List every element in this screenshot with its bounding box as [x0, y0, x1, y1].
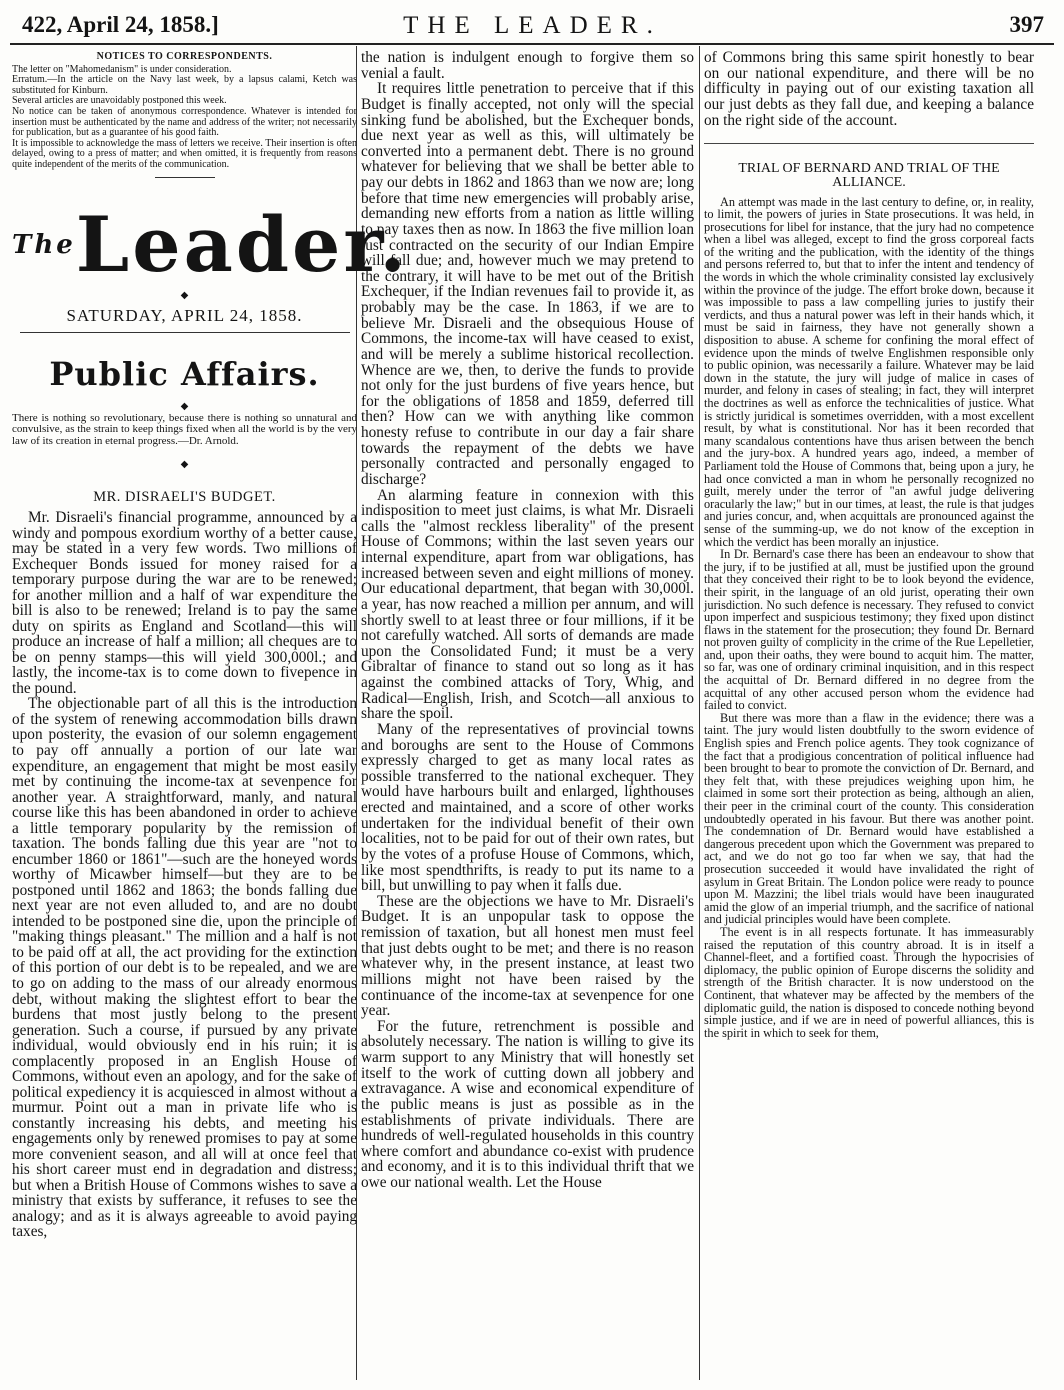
paragraph: In Dr. Bernard's case there has been an endeavour to show that the jury, if to be justified at all, must be justified upon the ground that they conceived their right to be to look beyond the evidence, their spirit, in the language of an old jurist, operating their own jurisdiction. No such defence is necessary. They refused to convict upon imperfect and suspicious testimony; they fixed upon distinct flaws in the statement for the prosecution; they found Dr. Bernard not proven guilty of complicity in the crime of the Rue Lepelletier, and, upon their oaths, they were bound to acquit him. The matter, so far, was one of ordinary criminal inquisition, and in this respect the acquittal of Dr. Bernard differed in no degree from the acquittal of any other accused person whom the evidence had failed to convict. [704, 547, 1034, 713]
notice-item: No notice can be taken of anonymous correspondence. Whatever is intended for insertion must be authenticated by the name and address of the writer; not necessarily for publication, but as a guarantee of his good faith. [12, 105, 357, 139]
header-title: THE LEADER. [403, 12, 662, 39]
section-motto: There is nothing so revolutionary, because there is nothing so unnatural and convulsive, as the strain to keep things fixed when all the world is by the very law of its creation in eternal progress.—Dr. Arnold. [12, 411, 357, 447]
masthead-the: The [12, 229, 76, 260]
divider [20, 332, 350, 333]
notice-item: The letter on "Mahomedanism" is under consideration. [12, 63, 232, 75]
paragraph: It requires little penetration to perceive that if this Budget is finally accepted, not only will the special sinking fund be abolished, but the Exchequer bonds, due next year as well as this, will ultimately be converted into a permanent debt. There is no ground whatever for believing that we shall be better able to pay our debts in 1862 and 1863 than we now are; long before that time new emergencies will probably arise, demanding new efforts from a nation as little willing to pay taxes then as now. In 1863 the five million loan just contracted on the security of our Indian Empire will fall due; and, however much we may pretend to the contrary, it will have to be met out of the British Exchequer, if the Indian revenues fail to provide it, as probably may be the case. In 1863, if we are to believe Mr. Disraeli and the obsequious House of Commons, the income-tax will have ceased to exist, and will be merely a sublime historical recollection. Whence are we, then, to derive the funds to provide not only for the just burdens of five years hence, but for the obligations of 1858 and 1859, deferred till then? How can we with anything like common honesty refuse to contribute in our day a fair share towards the repayment of the debts we have personally contracted and personally engaged to discharge? [361, 80, 694, 488]
page-number: 397 [1009, 12, 1044, 37]
column-1 [12, 51, 409, 1241]
header-date: 422, April 24, 1858.] [22, 12, 219, 37]
notices-to-correspondents [12, 52, 357, 171]
column-divider [699, 46, 700, 1380]
header-rule [10, 43, 1054, 45]
running-header [0, 0, 1064, 44]
article-body [704, 196, 1034, 1040]
paragraph: of Commons bring this same spirit honestly to bear on our national expenditure, and there will be no difficulty in paying out of our existing taxation all our just debts as they fall due, and keeping a balance on the right side of the account. [704, 49, 1034, 129]
masthead-title: Leader. [75, 199, 409, 289]
paragraph: But there was more than a flaw in the evidence; there was a taint. The jury would listen doubtfully to the sworn evidence of English spies and French police agents. They took cognizance of the fact that a prodigious concentration of political influence had been brought to bear to promote the conviction of Dr. Bernard, and they felt that, with these prejudices weighing upon him, he claimed in some sort their protection as being, although an alien, their peer in the criminal court of the county. This consideration undoubtedly operated in his favour. But there was another point. The condemnation of Dr. Bernard would have established a dangerous precedent upon which the Government was prepared to act, and we do not go too far when we say, that had the prosecution succeeded it would have invalidated the right of asylum in Great Britain. The London police were ready to pounce upon M. Mazzini; the libel trials would have been inaugurated amid the glow of an imperial triumph, and the sacrifice of national and judicial principles would have been complete. [704, 710, 1034, 927]
divider [704, 143, 1034, 144]
notice-item: Several articles are unavoidably postponed this week. [12, 95, 227, 107]
paragraph: the nation is indulgent enough to forgive them so venial a fault. [361, 49, 694, 82]
article-body [12, 510, 357, 1240]
ornament-icon: ◆ [180, 459, 189, 471]
paragraph: The objectionable part of all this is the introduction of the system of renewing accommodation bills drawn upon posterity, the evasion of our solemn engagement to pay off annually a portion of our late war expenditure, an engagement that might be most easily met by continuing the income-tax at sevenpence for another year. A straightforward, manly, and natural course like this has been abandoned in order to achieve a little temporary popularity by the remission of taxation. The bonds falling due this year are "not to encumber 1860 or 1861"—such are the honeyed words worthy of Micawber himself—but they are to be postponed until 1862 and 1863; the bonds falling due next year are not even alluded to, and are no doubt intended to be postponed sine die, upon the principle of "making things pleasant." The million and a half is not to be paid off at all, the act providing for the extinction of this portion of our debt is to be repealed, and we are to go on adding to the mass of our already enormous debt, without making the slightest effort to bear the burdens that most justly belong to the present generation. Such a course, if pursued by any private individual, would obviously end in his ruin; it is complacently proposed in an English House of Commons, without even an apology, and for the sake of political expediency it is acquiesced in almost without a murmur. Point out a man in private life who is constantly increasing his debts, and meeting his engagements only by renewed promises to pay at some more convenient season, and all will at once feel that his short career must end in degradation and distress; but when a British House of Commons wishes to save a ministry that exists by sufferance, it refuses to see the analogy; and as it is always agreeable to avoid paying taxes, [12, 695, 357, 1241]
notice-item: It is impossible to acknowledge the mass of letters we receive. Their insertion is often delayed, owing to a press of matter; and when omitted, it is frequently from reasons quite independent of the merits of the communication. [12, 137, 357, 170]
column-2 [361, 50, 694, 1191]
paragraph: For the future, retrenchment is possible and absolutely necessary. The nation is willing to give its warm support to any Ministry that will honestly set itself to the work of cutting down all jobbery and extravagance. A wise and economical expenditure of the public means is just as possible as in the establishments of private individuals. There are hundreds of well-regulated households in this country where comfort and abundance co-exist with prudence and economy, and it is to this individual thrift that we owe our national wealth. Let the House [361, 1017, 694, 1191]
article-title: TRIAL OF BERNARD AND TRIAL OF THE ALLIANCE. [738, 160, 1000, 190]
article-title: MR. DISRAELI'S BUDGET. [93, 489, 276, 506]
paragraph: Mr. Disraeli's financial programme, announced by a windy and pompous exordium worthy of a better cause, may be stated in a very few words. Two millions of Exchequer Bonds issued for money raised for a temporary purpose during the war are to be renewed; for another million and a half of war expenditure the bill is also to be renewed; Ireland is to pay the same duty on spirits as England and Scotland—this will produce an increase of half a million; all cheques are to be on penny stamps—this will yield 300,000l.; and lastly, the income-tax is to come down to fivepence in the pound. [12, 509, 357, 697]
ornament-icon: ◆ [180, 289, 189, 301]
divider [155, 177, 215, 178]
paragraph: An attempt was made in the last century to define, or, in reality, to limit, the powers of juries in State prosecutions. It was held, in prosecutions for libel for instance, that the jury had no competence when a libel was alleged, except to find the gross corporeal facts of the writing and the publication, with the identity of the things and persons referred to, but that to infer the intent and tendency of the words in which the whole criminality consisted lay exclusively within the province of the judge. The effort broke down, because it was impossible to pass a law compelling juries to justify their verdicts, and thus a natural power was left in their hands which, it must be said in fairness, they have not generally shown a disposition to abuse. A scheme for confining the moral effect of evidence upon the minds of twelve Englishmen responsible only to public opinion, was necessarily a failure. Whatever may be laid down in the statute, the jury will judge of malice in cases of murder, and felony in cases of stealing; in fact, they will interpret the doctrines as well as enforce the technicalities of justice. What is strictly juridical is sometimes overridden, with a most excellent result, by what is constitutional. Nor has it been recorded that many scandalous contentions have thus arisen between the bench and the jury-box. A hundred years ago, indeed, a member of Parliament told the House of Commons that, being upon a jury, he had once convicted a man in whom he personally recognized no guilt, merely under the terror of "an awful judge delivering oracularly the law;" but in our times, at least, the rule is that judges and juries concur, and, when acquittals are pronounced against the sense of the summing-up, we do not know of the exception in which the verdict has been morally an injustice. [704, 194, 1034, 549]
column-3 [704, 50, 1034, 1039]
paragraph: The event is in all respects fortunate. It has immeasurably raised the reputation of this country abroad. It is in itself a Channel-fleet, and a fortified coast. Through the hypocrisies of diplomacy, the public opinion of Europe discerns the solidity and strength of the British character. It is now understood on the Continent, that whatever may be affected by the members of the diplomatic guild, the nation is disposed to concede nothing beyond simple justice, and if we are in need of powerful alliances, this is the spirit in which to seek for them, [704, 924, 1034, 1040]
paragraph: An alarming feature in connexion with this indisposition to meet just claims, is what Mr. Disraeli calls the "almost reckless liberality" of the present House of Commons; within the last seven years our internal expenditure, apart from war obligations, has increased between seven and eight millions of money. Our educational department, that began with 30,000l. a year, has now reached a million per annum, and will shortly swell to at least three or four millions, if it be not carefully watched. All sorts of demands are made upon the Consolidated Fund; it must be a very Gibraltar of finance to stand out so long as it has against the combined attacks of Tory, Whig, and Radical—English, Irish, and Scotch—all anxious to share the spoil. [361, 486, 694, 723]
section-title: Public Affairs. [49, 354, 320, 393]
ornament-icon: ◆ [180, 400, 189, 412]
paragraph: Many of the representatives of provincial towns and boroughs are sent to the House of Commons expressly charged to get as many local rates as possible transferred to the national exchequer. They would have harbours built and enlarged, lighthouses erected and maintained, and a score of other works undertaken for the individual benefit of their own localities, not to be paid for out of their own rates, but by the votes of a profuse House of Commons, which, like most spendthrifts, is ready to put its name to a bill, but unwilling to pay when it falls due. [361, 720, 694, 895]
issue-date: SATURDAY, APRIL 24, 1858. [66, 305, 303, 325]
paragraph: These are the objections we have to Mr. Disraeli's Budget. It is an unpopular task to oppose the remission of taxation, but all honest men must feel that just debts ought to be met; and there is no reason whatever why, in the present instance, at least two millions might not have been raised by the continuance of the income-tax at sevenpence for one year. [361, 892, 694, 1020]
notices-heading: NOTICES TO CORRESPONDENTS. [96, 51, 273, 62]
masthead-logo [12, 199, 409, 290]
notice-item: Erratum.—In the article on the Navy last week, by a lapsus calami, Ketch was substituted for Kinburn. [12, 74, 357, 96]
